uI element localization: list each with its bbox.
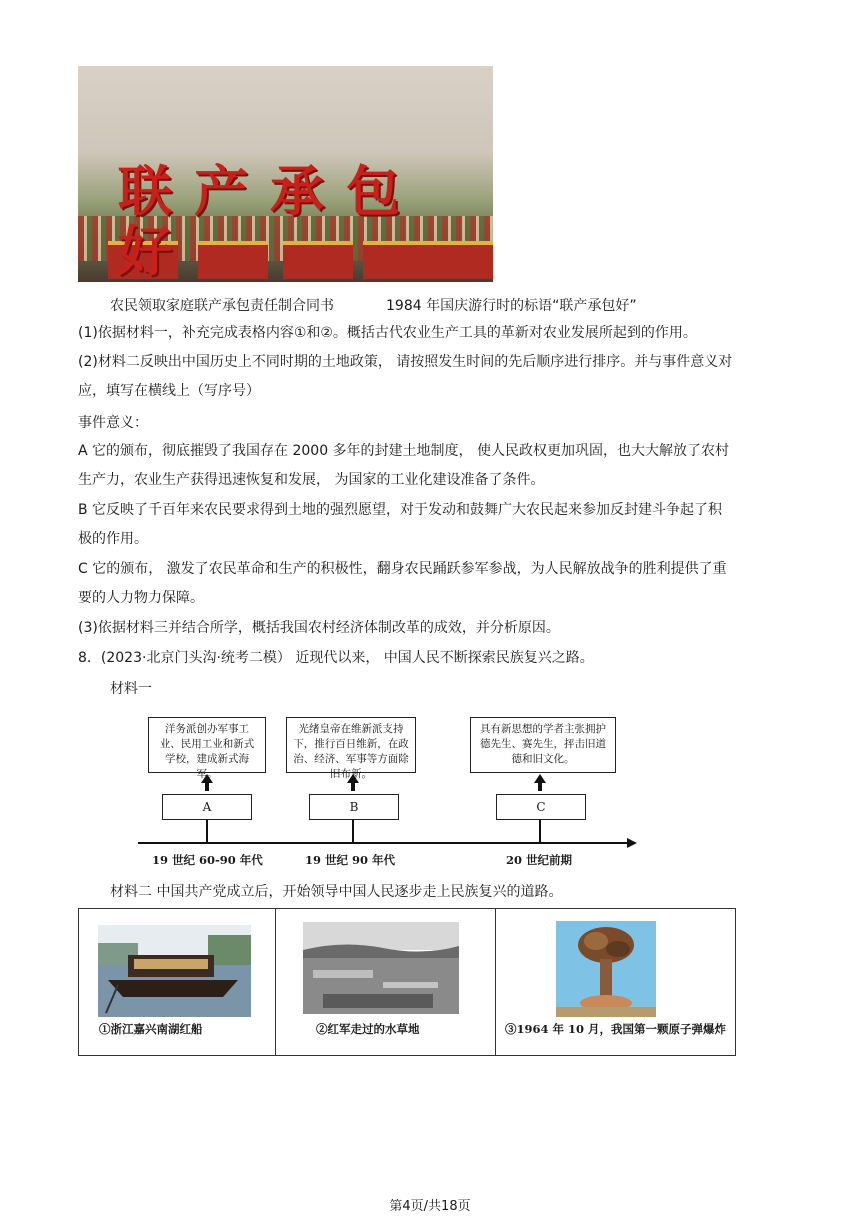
- caption-atomic-bomb: ③1964 年 10 月，我国第一颗原子弹爆炸: [505, 1022, 727, 1036]
- timeline-letter-c: C: [496, 794, 586, 820]
- photo-caption-left: 农民领取家庭联产承包责任制合同书: [110, 298, 334, 314]
- timeline-box-c: 具有新思想的学者主张拥护德先生、赛先生，抨击旧道德和旧文化。: [470, 717, 616, 773]
- atomic-bomb-image: [556, 921, 656, 1017]
- timeline-period-2: 19 世纪 90 年代: [305, 853, 396, 867]
- material2-text: 材料二 中国共产党成立后，开始领导中国人民逐步走上民族复兴的道路。: [110, 884, 563, 900]
- caption-grassland: ②红军走过的水草地: [316, 1022, 420, 1036]
- red-boat-cell: [79, 909, 275, 1055]
- q7-part1: (1)依据材料一，补充完成表格内容①和②。概括古代农业生产工具的革新对农业发展所起到的作用。: [78, 325, 697, 341]
- timeline-letter-b: B: [309, 794, 399, 820]
- material1-label: 材料一: [110, 681, 152, 697]
- meaning-c-line2: 要的人力物力保障。: [78, 590, 204, 606]
- photo-caption-right: 1984 年国庆游行时的标语“联产承包好”: [386, 298, 637, 314]
- q7-part3: (3)依据材料三并结合所学，概括我国农村经济体制改革的成效，并分析原因。: [78, 620, 560, 636]
- meaning-a-line2: 生产力，农业生产获得迅速恢复和发展， 为国家的工业化建设准备了条件。: [78, 472, 545, 488]
- arrow-stem: [351, 782, 355, 791]
- meaning-c-line1: C 它的颁布， 激发了农民革命和生产的积极性，翻身农民踊跃参军参战，为人民解放战争的胜利提供了重: [78, 561, 727, 577]
- timeline-period-3: 20 世纪前期: [506, 853, 573, 867]
- grassland-image: [303, 922, 459, 1014]
- meaning-a-line1: A 它的颁布，彻底摧毁了我国存在 2000 多年的封建土地制度， 使人民政权更加巩固，也大大解放了农村: [78, 443, 730, 459]
- meaning-title: 事件意义：: [78, 415, 148, 431]
- page-footer: 第4页/共18页: [389, 1199, 471, 1214]
- timeline-axis: [138, 836, 638, 850]
- parade-slogan: 联产承包好: [118, 159, 422, 282]
- q7-part2-line2: 应，填写在横线上（写序号）: [78, 383, 260, 399]
- material2-image-table: [78, 908, 736, 1056]
- timeline-box-a: 洋务派创办军事工业、民用工业和新式学校，建成新式海军。: [148, 717, 266, 773]
- arrow-stem: [205, 782, 209, 791]
- q8-stem: 8．(2023·北京门头沟·统考二模） 近现代以来， 中国人民不断探索民族复兴之路。: [78, 650, 594, 666]
- arrow-stem: [538, 782, 542, 791]
- grassland-cell: [276, 909, 495, 1055]
- timeline-box-b: 光绪皇帝在维新派支持下，推行百日维新，在政治、经济、军事等方面除旧布新。: [286, 717, 416, 773]
- timeline-letter-a: A: [162, 794, 252, 820]
- atomic-bomb-cell: [496, 909, 736, 1055]
- caption-red-boat: ①浙江嘉兴南湖红船: [99, 1022, 203, 1036]
- meaning-b-line2: 极的作用。: [78, 531, 148, 547]
- red-boat-image: [98, 925, 251, 1017]
- meaning-b-line1: B 它反映了千百年来农民要求得到土地的强烈愿望，对于发动和鼓舞广大农民起来参加反封建斗争起了积: [78, 502, 723, 518]
- q7-part2-line1: (2)材料二反映出中国历史上不同时期的土地政策， 请按照发生时间的先后顺序进行排序。并与事件意义对: [78, 354, 733, 370]
- timeline-period-1: 19 世纪 60-90 年代: [152, 853, 263, 867]
